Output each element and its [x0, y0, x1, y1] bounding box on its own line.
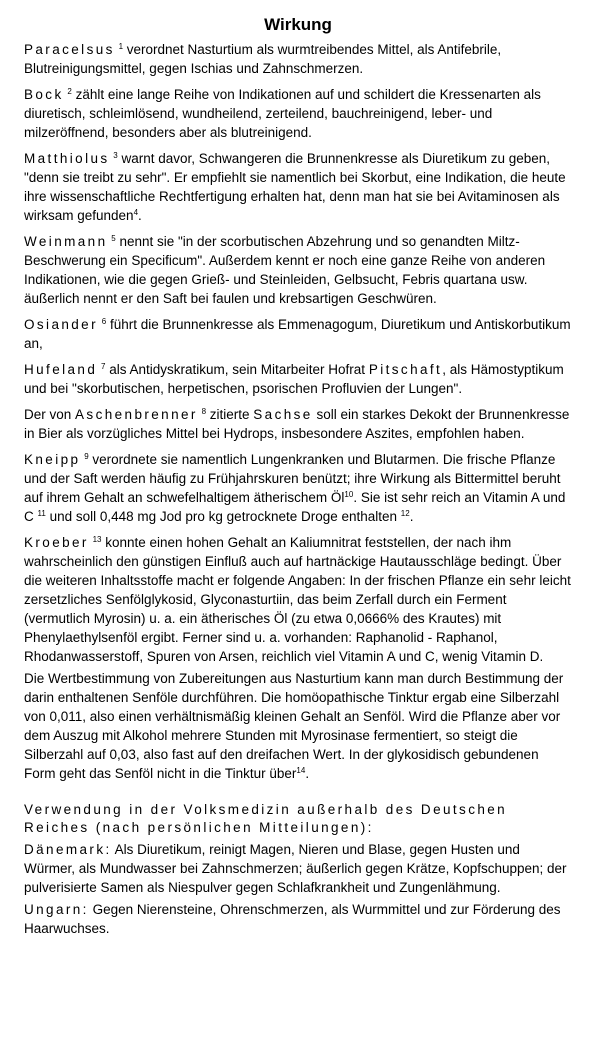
page-title: Wirkung — [264, 15, 332, 34]
footnote-reference: 2 — [67, 87, 72, 96]
author-name: Pitschaft — [368, 362, 443, 377]
text-run: als Antidyskratikum, sein Mitarbeiter Hofrat — [105, 362, 369, 377]
text-run: . — [138, 208, 142, 223]
document-page — [24, 14, 572, 938]
paragraph-wertbestimmung — [24, 669, 572, 783]
author-name: Dänemark: — [24, 842, 112, 857]
footnote-reference: 12 — [400, 509, 410, 518]
text-run: . — [409, 509, 414, 524]
author-name: Aschenbrenner — [75, 407, 198, 422]
paragraph-bock — [24, 85, 572, 142]
text-run: verordnet Nasturtium als wurmtreibendes Mittel, als Antifebrile, Blutreinigungsmittel, gegen Ischias und Zahnschmerzen. — [24, 42, 502, 76]
text-run: zählt eine lange Reihe von Indikationen auf und schildert die Kressenarten als diuretisch, schleimlösend, wundheilend, zerteilend, bauchreinigend, leber- und milzeröffnend, besonders aber als blutreinigend. — [24, 87, 541, 140]
author-name: Hufeland — [24, 362, 98, 377]
text-run: Gegen Nierensteine, Ohrenschmerzen, als Wurmmittel und zur Förderung des Haarwuchses. — [24, 902, 561, 936]
footnote-reference: 9 — [84, 452, 89, 461]
paragraph-kneipp — [24, 450, 572, 526]
text-run: . — [305, 766, 310, 781]
text-run: zitierte — [206, 407, 254, 422]
footnote-reference: 10 — [344, 490, 354, 499]
paragraph-paracelsus — [24, 40, 572, 78]
folk-paragraph-ungarn — [24, 900, 572, 938]
folk-medicine-paragraphs — [24, 840, 572, 938]
wirkung-paragraphs — [24, 40, 572, 783]
author-name: Paracelsus — [24, 42, 115, 57]
author-name: Weinmann — [24, 234, 108, 249]
text-run: Die Wertbestimmung von Zubereitungen aus Nasturtium kann man durch Bestimmung der darin enthaltenen Senföle durchführen. Die homöopathische Tinktur ergab eine Silberzahl von 0,011, also einen verhältnismäßig kleinen Gehalt an Senföl. Wird die Pflanze aber vor dem Auszug mit Alkohol mehrere Stunden mit Myrosinase fermentiert, so steigt die Silberzahl auf 0,03, also fast auf den dreifachen Wert. In der glykosidisch gebundenen Form geht das Senföl nicht in die Tinktur über — [24, 671, 564, 781]
author-name: Bock — [24, 87, 64, 102]
author-name: Sachse — [253, 407, 313, 422]
text-run: , als Hämostyptikum und bei "skorbutischen, herpetischen, psorischen Profluvien der Lungen". — [24, 362, 564, 396]
footnote-reference: 13 — [92, 535, 102, 544]
author-name: Osiander — [24, 317, 98, 332]
footnote-reference: 4 — [133, 208, 139, 217]
text-run: . Sie ist sehr reich an Vitamin A und C — [24, 490, 566, 524]
paragraph-matthiolus — [24, 149, 572, 225]
footnote-reference: 14 — [296, 766, 306, 775]
folk-paragraph-daenemark — [24, 840, 572, 897]
footnote-reference: 7 — [101, 362, 106, 371]
footnote-reference: 11 — [37, 509, 46, 518]
paragraph-weinmann — [24, 232, 572, 308]
footnote-reference: 3 — [113, 151, 118, 160]
paragraph-kroeber — [24, 533, 572, 666]
text-run: und soll 0,448 mg Jod pro kg getrocknete Droge enthalten — [45, 509, 401, 524]
author-name: Kroeber — [24, 535, 89, 550]
footnote-reference: 1 — [118, 42, 124, 51]
author-name: Matthiolus — [24, 151, 110, 166]
paragraph-osiander — [24, 315, 572, 353]
text-run: soll ein starkes Dekokt der Brunnenkresse in Bier als vorzügliches Mittel bei Hydrops, insbesondere Aszites, empfohlen haben. — [24, 407, 570, 441]
text-run: warnt davor, Schwangeren die Brunnenkresse als Diuretikum zu geben, "denn sie treibt zu sehr". Er empfiehlt sie namentlich bei Skorbut, eine Indikation, die heute ihre wissenschaftliche Rechtfertigung erhalten hat, denn man hat sie bei Avitaminosen als wirksam gefunden — [24, 151, 566, 223]
text-run: nennt sie "in der scorbutischen Abzehrung und so genandten Miltz-Beschwerung ein Specificum". Außerdem kennt er noch eine ganze Reihe von anderen Indikationen, wie die gegen Grieß- und Steinleiden, Gelbsucht, Febris quartana usw. äußerlich nennt er den Saft bei faulen und krebsartigen Geschwüren. — [24, 234, 546, 306]
author-name: Ungarn: — [24, 902, 89, 917]
footnote-reference: 8 — [201, 407, 207, 416]
paragraph-aschenbrenner — [24, 405, 572, 443]
text-run: Als Diuretikum, reinigt Magen, Nieren und Blase, gegen Husten und Würmer, als Mundwasser bei Zahnschmerzen; äußerlich gegen Krätze, Kopfschuppen; der pulverisierte Samen als Niespulver gegen Schlafkrankheit und Zungenlähmung. — [24, 842, 567, 895]
folk-medicine-heading: Verwendung in der Volksmedizin außerhalb des Deutschen Reiches (nach persönlichen Mitteilungen): — [24, 802, 508, 835]
paragraph-hufeland — [24, 360, 572, 398]
text-run: verordnete sie namentlich Lungenkranken und Blutarmen. Die frische Pflanze und der Saft werden häufig zu Frühjahrskuren benützt; ihre Wirkung als Bittermittel beruht auf ihrem Gehalt an schwefelhaltigem ätherischem Öl — [24, 452, 561, 505]
text-run: konnte einen hohen Gehalt an Kaliumnitrat feststellen, der nach ihm wahrscheinlich den günstigen Einfluß auch auf hartnäckige Hautausschläge bedingt. Über die weiteren Inhaltsstoffe macht er folgende Angaben: In der frischen Pflanze ein sehr leicht zersetzliches Senfölglykosid, Glyconasturtiin, das beim Zerfall durch ein Ferment (vermutlich Myrosin) u. a. ein ätherisches Öl (zu etwa 0,0666% des Krautes) mit Phenylaethylsenföl ergibt. Ferner sind u. a. vorhanden: Raphanolid - Raphanol, Rhodanwasserstoff, Spuren von Arsen, reichlich viel Vitamin A und C, wenig Vitamin D. — [24, 535, 571, 664]
footnote-reference: 6 — [101, 317, 107, 326]
author-name: Kneipp — [24, 452, 81, 467]
text-run: führt die Brunnenkresse als Emmenagogum, Diuretikum und Antiskorbutikum an, — [24, 317, 571, 351]
text-run: Der von — [24, 407, 76, 422]
footnote-reference: 5 — [111, 234, 116, 243]
